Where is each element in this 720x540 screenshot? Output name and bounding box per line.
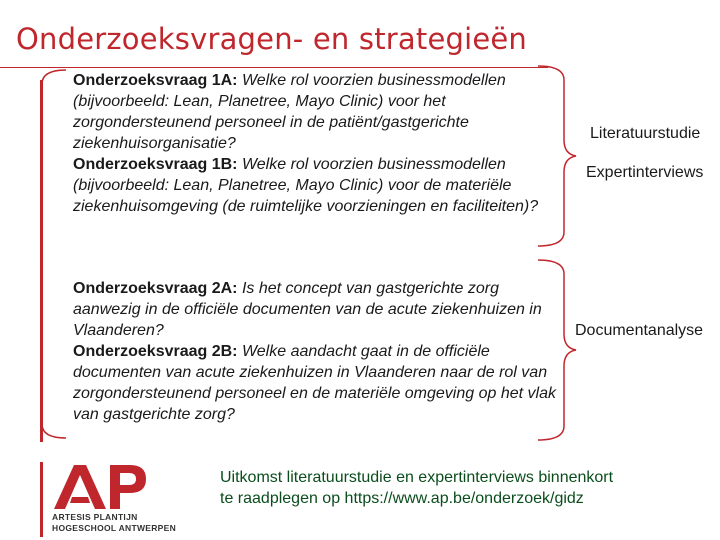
method-expertinterviews: Expertinterviews [586, 164, 704, 181]
logo-line-1: ARTESIS PLANTIJN [52, 512, 138, 522]
method-literatuurstudie: Literatuurstudie [590, 125, 701, 142]
research-questions-group-1 [73, 70, 568, 217]
question-1a-label: Onderzoeksvraag 1A: [73, 72, 238, 89]
question-2a-text: Is het concept van gastgerichte zorg aanwezig in de officiële documenten van de acute ziekenhuizen in Vlaanderen? [73, 280, 542, 339]
question-1a [73, 70, 568, 154]
question-2b-label: Onderzoeksvraag 2B: [73, 343, 238, 360]
question-1b-label: Onderzoeksvraag 1B: [73, 156, 238, 173]
left-bracket-group-2 [26, 262, 72, 442]
question-2b-text: Welke aandacht gaat in de officiële documenten van acute ziekenhuizen in Vlaanderen naar de rol van zorgondersteunend personeel en de materiële omgeving op het vlak van gastgerichte zorg? [73, 343, 556, 423]
title-underline [0, 67, 548, 68]
question-1b [73, 154, 568, 217]
question-2b [73, 341, 568, 425]
question-1b-text: Welke rol voorzien businessmodellen (bijvoorbeeld: Lean, Planetree, Mayo Clinic) voor de materiële ziekenhuisomgeving (de ruimtelijke voorzieningen en faciliteiten)? [73, 156, 539, 215]
research-questions-group-2 [73, 278, 568, 425]
left-bracket-group-1 [26, 66, 72, 246]
logo-accent-bar [40, 462, 43, 537]
question-2a-label: Onderzoeksvraag 2A: [73, 280, 238, 297]
method-documentanalyse: Documentanalyse [575, 322, 704, 339]
right-brace-group-2 [530, 258, 580, 444]
outcome-note-line-1: Uitkomst literatuurstudie en expertinterviews binnenkort [220, 469, 614, 486]
logo-line-2: HOGESCHOOL ANTWERPEN [52, 523, 177, 533]
question-2a [73, 278, 568, 341]
slide-title: Onderzoeksvragen- en strategieën [16, 22, 528, 56]
outcome-note-line-2: te raadplegen op https://www.ap.be/onderzoek/gidz [220, 490, 584, 507]
outcome-note [220, 467, 710, 509]
right-brace-group-1 [530, 64, 580, 248]
question-1a-text: Welke rol voorzien businessmodellen (bijvoorbeeld: Lean, Planetree, Mayo Clinic) voor het zorgondersteunend personeel in de patiënt/gastgerichte ziekenhuisorganisatie? [73, 72, 506, 152]
